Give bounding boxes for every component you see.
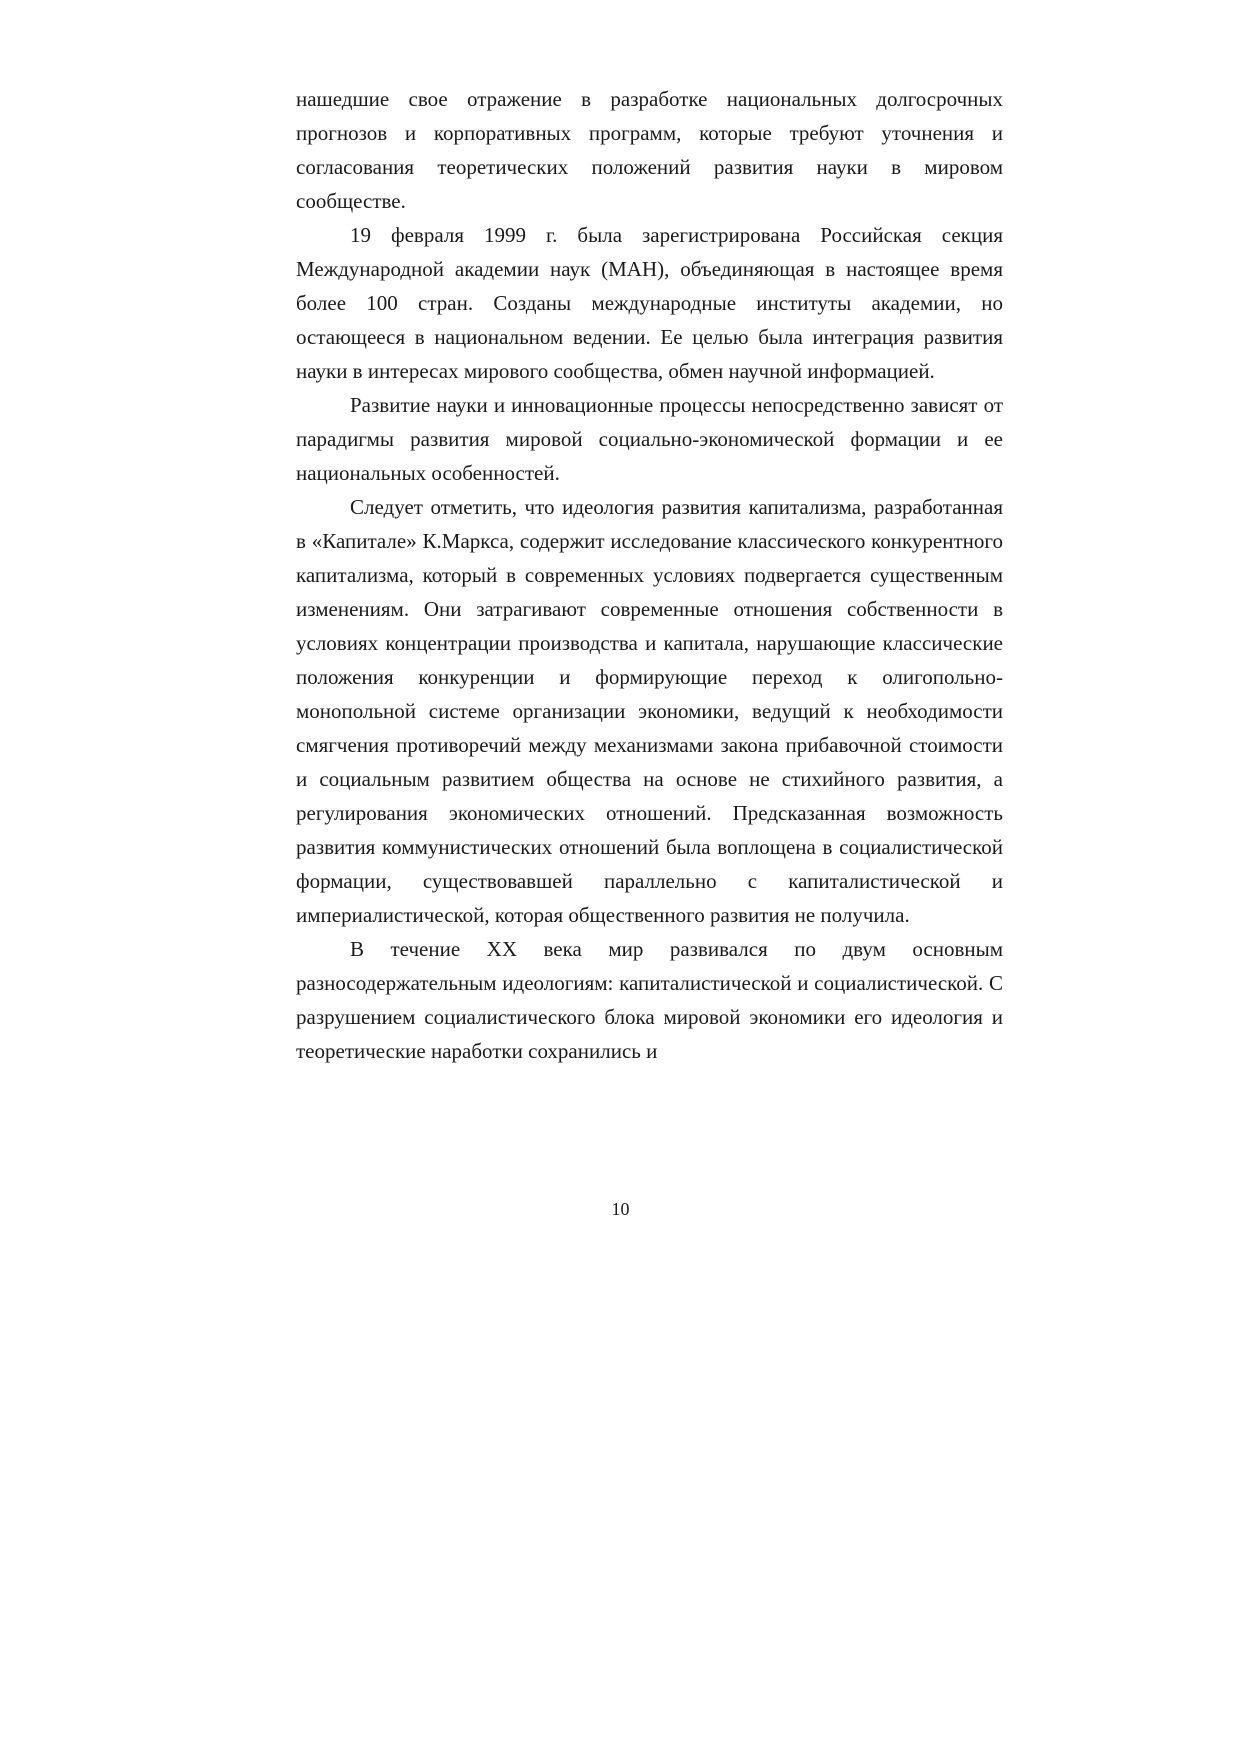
paragraph-man-registration: 19 февраля 1999 г. была зарегистрирована Российская секция Международной академии наук (МАН), объединяющая в настоящее время более 100 стран. Созданы международные институты академии, но остающееся в национальном ведении. Ее целью была интеграция развития науки в интересах мирового сообщества, обмен научной информацией. bbox=[296, 223, 1003, 383]
page-number: 10 bbox=[611, 1199, 630, 1219]
paragraph-twentieth-century: В течение XX века мир развивался по двум основным разносодержательным идеологиям: капиталистической и социалистической. С разрушением социалистического блока мировой экономики его идеология и теоретические наработки сохранились и bbox=[296, 937, 1003, 1063]
body-text bbox=[296, 82, 1003, 1068]
paragraph-continued: нашедшие свое отражение в разработке национальных долгосрочных прогнозов и корпоративных программ, которые требуют уточнения и согласования теоретических положений развития науки в мировом сообществе. bbox=[296, 87, 1003, 213]
paragraph-capitalism-ideology: Следует отметить, что идеология развития капитализма, разработанная в «Капитале» К.Маркса, содержит исследование классического конкурентного капитализма, который в современных условиях подвергается существенным изменениям. Они затрагивают современные отношения собственности в условиях концентрации производства и капитала, нарушающие классические положения конкуренции и формирующие переход к олигопольно-монопольной системе организации экономики, ведущий к необходимости смягчения противоречий между механизмами закона прибавочной стоимости и социальным развитием общества на основе не стихийного развития, а регулирования экономических отношений. Предсказанная возможность развития коммунистических отношений была воплощена в социалистической формации, существовавшей параллельно с капиталистической и империалистической, которая общественного развития не получила. bbox=[296, 495, 1003, 927]
paragraph-science-innovation: Развитие науки и инновационные процессы непосредственно зависят от парадигмы развития мировой социально-экономической формации и ее национальных особенностей. bbox=[296, 393, 1003, 485]
